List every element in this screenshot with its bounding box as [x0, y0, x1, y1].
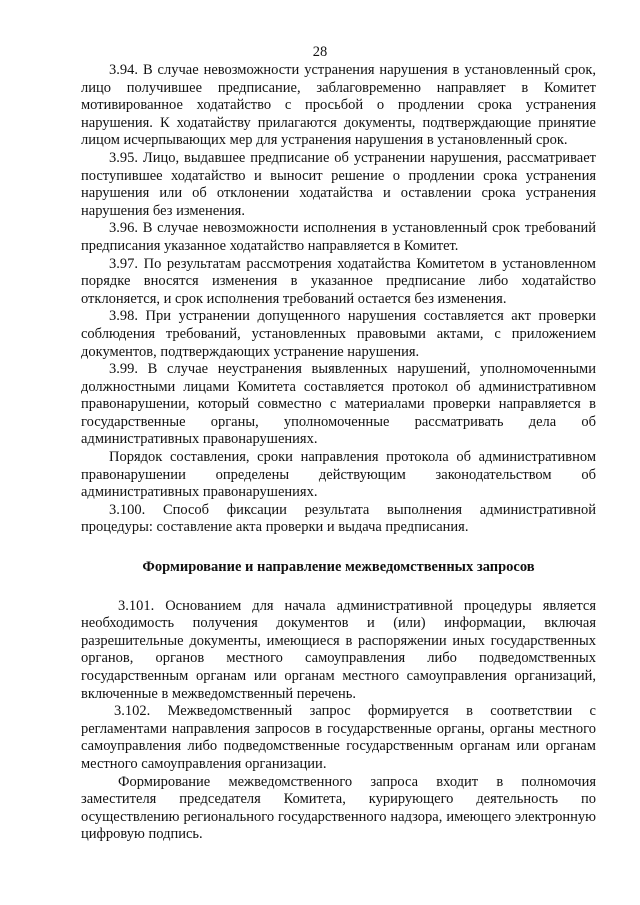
- document-body: [81, 62, 596, 844]
- paragraph-3-98: 3.98. При устранении допущенного нарушения составляется акт проверки соблюдения требований, установленных правовыми актами, с приложением документов, подтверждающих устранение нарушения.: [81, 308, 596, 360]
- paragraph-protocol-procedure: Порядок составления, сроки направления протокола об административном правонарушении определены действующим законодательством об административных правонарушениях.: [81, 449, 596, 501]
- paragraph-3-94: 3.94. В случае невозможности устранения нарушения в установленный срок, лицо получившее предписание, заблаговременно направляет в Комитет мотивированное ходатайство с просьбой о продлении срока устранения нарушения. К ходатайству прилагаются документы, подтверждающие принятие лицом исчерпывающих мер для устранения нарушения в установленный срок.: [81, 62, 596, 149]
- paragraph-3-100: 3.100. Способ фиксации результата выполнения административной процедуры: составление акта проверки и выдача предписания.: [81, 501, 596, 536]
- paragraph-3-102: 3.102. Межведомственный запрос формируется в соответствии с регламентами направления запросов в государственные органы, органы местного самоуправления либо подведомственные государственным органам или органам местного самоуправления организации.: [81, 703, 596, 772]
- paragraph-3-95: 3.95. Лицо, выдавшее предписание об устранении нарушения, рассматривает поступившее ходатайство и выносит решение о продлении срока устранения нарушения или об отклонении ходатайства и оставлении срока устранения нарушения без изменения.: [81, 149, 596, 219]
- paragraph-3-101: 3.101. Основанием для начала административной процедуры является необходимость получения документов и (или) информации, включая разрешительные документы, имеющиеся в распоряжении иных государственных органов, органов местного самоуправления либо подведомственных государственным органам или органам местного самоуправления организаций, включенные в межведомственный перечень.: [81, 597, 596, 702]
- page-number: 28: [312, 44, 328, 60]
- paragraph-3-97: 3.97. По результатам рассмотрения ходатайства Комитетом в установленном порядке вносятся изменения в указанное предписание либо ходатайство отклоняется, и срок исполнения требований остается без изменения.: [81, 255, 596, 307]
- paragraph-request-authority: Формирование межведомственного запроса входит в полномочия заместителя председателя Комитета, курирующего деятельность по осуществлению регионального государственного надзора, имеющего электронную цифровую подпись.: [81, 773, 596, 843]
- section-heading: Формирование и направление межведомственных запросов: [142, 559, 535, 576]
- paragraph-3-99: 3.99. В случае неустранения выявленных нарушений, уполномоченными должностными лицами Комитета составляется протокол об административном правонарушении, который совместно с материалами проверки направляется в государственные органы, уполномоченные рассматривать дела об административных правонарушениях.: [81, 361, 596, 448]
- paragraph-3-96: 3.96. В случае невозможности исполнения в установленный срок требований предписания указанное ходатайство направляется в Комитет.: [81, 220, 596, 254]
